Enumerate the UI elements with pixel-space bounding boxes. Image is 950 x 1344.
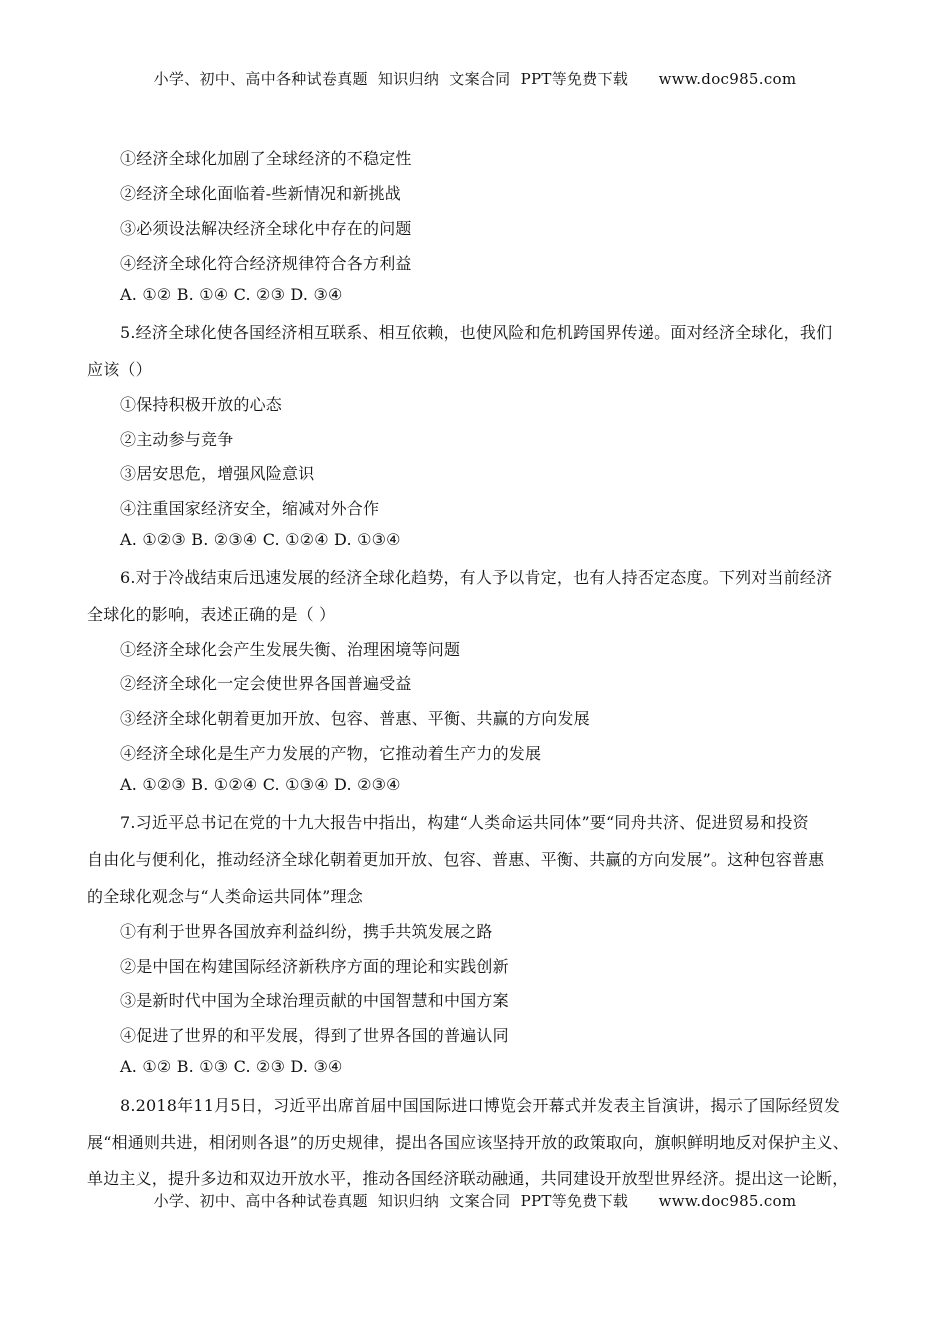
q7-option-1: ①有利于世界各国放弃利益纠纷，携手共筑发展之路 — [120, 922, 493, 941]
q4-option-4: ④经济全球化符合经济规律符合各方利益 — [120, 254, 412, 273]
q4-option-1: ①经济全球化加剧了全球经济的不稳定性 — [120, 149, 412, 168]
q7-stem-line-3: 的全球化观念与“人类命运共同体”理念 — [87, 887, 363, 906]
q7-option-2: ②是中国在构建国际经济新秩序方面的理论和实践创新 — [120, 957, 509, 976]
q8-stem-line-3: 单边主义，提升多边和双边开放水平，推动各国经济联动融通，共同建设开放型世界经济。提出这一论断， — [87, 1169, 849, 1188]
q7-answer-choices: A. ①② B. ①③ C. ②③ D. ③④ — [120, 1057, 343, 1076]
page-footer: 小学、初中、高中各种试卷真题 知识归纳 文案合同 PPT等免费下载 www.doc985.com — [153, 1192, 797, 1210]
q4-answer-choices: A. ①② B. ①④ C. ②③ D. ③④ — [120, 285, 343, 304]
q6-option-4: ④经济全球化是生产力发展的产物，它推动着生产力的发展 — [120, 744, 542, 763]
q5-option-3: ③居安思危，增强风险意识 — [120, 464, 315, 483]
q6-answer-choices: A. ①②③ B. ①②④ C. ①③④ D. ②③④ — [120, 775, 401, 794]
q4-option-3: ③必须设法解决经济全球化中存在的问题 — [120, 219, 412, 238]
q6-stem-line-2: 全球化的影响，表述正确的是（ ） — [87, 605, 336, 624]
q6-option-2: ②经济全球化一定会使世界各国普遍受益 — [120, 674, 412, 693]
q5-option-4: ④注重国家经济安全，缩减对外合作 — [120, 499, 380, 518]
q4-option-2: ②经济全球化面临着-些新情况和新挑战 — [120, 184, 402, 203]
q7-option-4: ④促进了世界的和平发展，得到了世界各国的普遍认同 — [120, 1026, 509, 1045]
q5-option-2: ②主动参与竞争 — [120, 430, 234, 449]
q7-stem-line-1: 7.习近平总书记在党的十九大报告中指出，构建“人类命运共同体”要“同舟共济、促进贸易和投资 — [120, 813, 809, 832]
page-header: 小学、初中、高中各种试卷真题 知识归纳 文案合同 PPT等免费下载 www.doc985.com — [153, 70, 797, 88]
q5-answer-choices: A. ①②③ B. ②③④ C. ①②④ D. ①③④ — [120, 530, 401, 549]
q5-stem-line-2: 应该（） — [87, 360, 152, 379]
q6-option-3: ③经济全球化朝着更加开放、包容、普惠、平衡、共赢的方向发展 — [120, 709, 590, 728]
q5-stem-line-1: 5.经济全球化使各国经济相互联系、相互依赖，也使风险和危机跨国界传递。面对经济全球化，我们 — [120, 323, 833, 342]
q8-stem-line-2: 展“相通则共进，相闭则各退”的历史规律，提出各国应该坚持开放的政策取向，旗帜鲜明地反对保护主义、 — [87, 1133, 849, 1152]
q7-option-3: ③是新时代中国为全球治理贡献的中国智慧和中国方案 — [120, 991, 509, 1010]
q7-stem-line-2: 自由化与便利化，推动经济全球化朝着更加开放、包容、普惠、平衡、共赢的方向发展”。这种包容普惠 — [87, 850, 825, 869]
q6-stem-line-1: 6.对于冷战结束后迅速发展的经济全球化趋势，有人予以肯定，也有人持否定态度。下列对当前经济 — [120, 568, 833, 587]
q5-option-1: ①保持积极开放的心态 — [120, 395, 283, 414]
q6-option-1: ①经济全球化会产生发展失衡、治理困境等问题 — [120, 640, 461, 659]
q8-stem-line-1: 8.2018年11月5日，习近平出席首届中国国际进口博览会开幕式并发表主旨演讲，揭示了国际经贸发 — [120, 1096, 841, 1115]
